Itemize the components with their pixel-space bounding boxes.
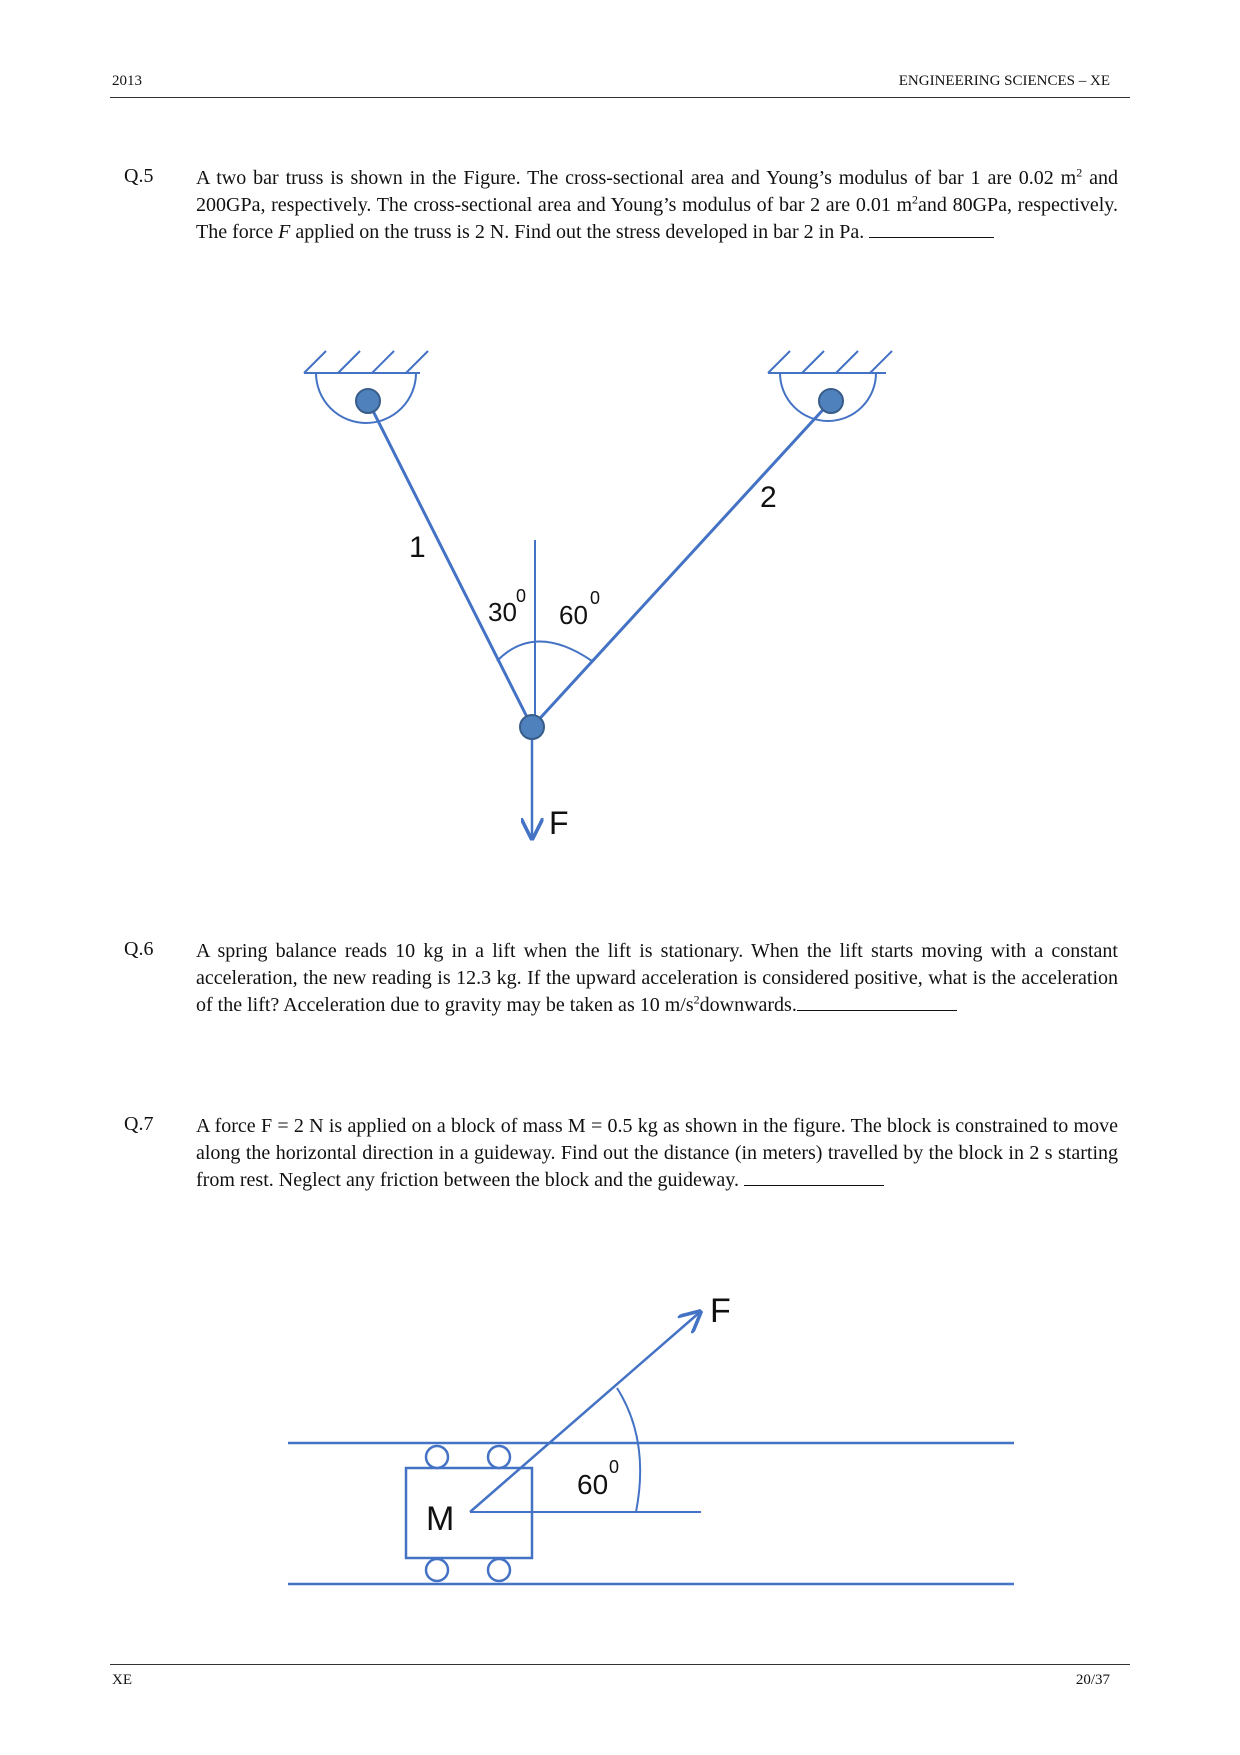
question-number-5: Q.5 xyxy=(124,165,154,187)
question-number-6: Q.6 xyxy=(124,938,154,960)
roller-bottom-left xyxy=(426,1559,448,1581)
joint-pin xyxy=(520,715,544,739)
truss-figure xyxy=(304,351,892,841)
header-subject: ENGINEERING SCIENCES – XE xyxy=(898,73,1110,89)
footer-page-number: 20/37 xyxy=(1075,1672,1110,1688)
bar-1-label: 1 xyxy=(409,531,426,564)
force-label: F xyxy=(549,805,569,841)
angle-60-label: 60 xyxy=(559,600,588,630)
angle-60-degree-mark: 0 xyxy=(590,588,601,608)
force-angle-label: 60 xyxy=(577,1469,609,1500)
question-number-7: Q.7 xyxy=(124,1113,154,1135)
angle-arc xyxy=(497,642,592,662)
roller-top-left xyxy=(426,1446,448,1468)
roller-bottom-right xyxy=(488,1559,510,1581)
footer-code: XE xyxy=(112,1672,132,1688)
left-pin xyxy=(356,389,380,413)
header-year: 2013 xyxy=(112,73,142,89)
angle-30-label: 30 xyxy=(488,597,517,627)
inclined-force-label: F xyxy=(710,1292,731,1330)
roller-top-right xyxy=(488,1446,510,1468)
block-figure xyxy=(288,1292,1014,1584)
angle-60-arc xyxy=(617,1388,640,1512)
footer-rule xyxy=(110,1664,1130,1665)
question-text-6: A spring balance reads 10 kg in a lift when the lift is stationary. When the lift starts moving with a constant acceleration, the new reading is 12.3 kg. If the upward acceleration is considered positive, what is the acceleration of the lift? Acceleration due to gravity may be taken as 10 $m/s^2downwards$. xyxy=(196,940,1118,1016)
question-text-7: A force F = 2 N is applied on a block of mass M = 0.5 kg as shown in the figure. The block is constrained to move along the horizontal direction in a guideway. Find out the distance (in meters) travelled by the block in 2 s starting from rest. Neglect any friction between the block and the guideway. xyxy=(196,1115,1118,1191)
right-pin xyxy=(819,389,843,413)
mass-label: M xyxy=(426,1500,455,1538)
angle-30-degree-mark: 0 xyxy=(516,586,527,606)
question-text-5: A two bar truss is shown in the Figure. The cross-sectional area and Young’s modulus of bar 1 are 0.02 $m^2$ and 200GPa, respectively. The cross-sectional area and Young’s modulus of bar 2 are 0.01 $m^2and$ 80GPa, respectively. The force F applied on the truss is 2 N. Find out the stress developed in bar 2 in Pa. xyxy=(196,165,1118,243)
bar-1 xyxy=(368,401,532,727)
force-angle-degree-mark: 0 xyxy=(609,1457,620,1477)
bar-2 xyxy=(532,401,831,727)
bar-2-label: 2 xyxy=(760,481,777,514)
